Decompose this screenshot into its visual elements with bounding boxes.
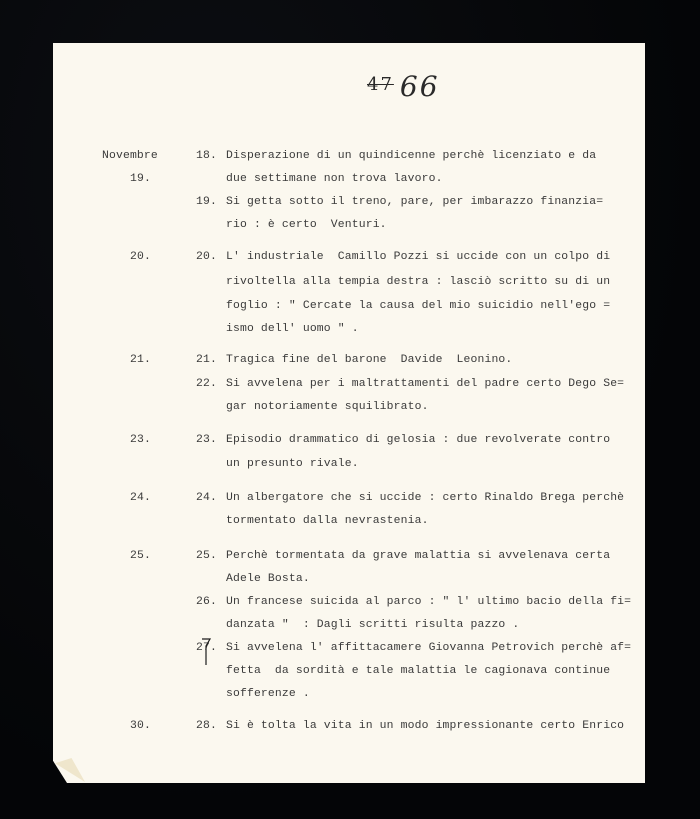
date-label: 24.	[130, 492, 151, 504]
entry-text-line: ismo dell' uomo " .	[226, 323, 359, 335]
date-label: 25.	[130, 550, 151, 562]
entry-text-line: due settimane non trova lavoro.	[226, 173, 443, 185]
entry-text-line: Si è tolta la vita in un modo impressionante certo Enrico	[226, 720, 625, 732]
date-label: 19.	[130, 173, 151, 185]
entry-text-line: Si avvelena l' affittacamere Giovanna Petrovich perchè af=	[226, 642, 632, 654]
entry-number: 28.	[196, 720, 217, 732]
entry-number: 19.	[196, 196, 217, 208]
entry-text-line: L' industriale Camillo Pozzi si uccide con un colpo di	[226, 251, 611, 263]
entry-text-line: un presunto rivale.	[226, 458, 359, 470]
entry-text-line: gar notoriamente squilibrato.	[226, 401, 429, 413]
entry-text-line: fetta da sordità e tale malattia le cagionava continue	[226, 665, 611, 677]
entry-text-line: Un francese suicida al parco : " l' ultimo bacio della fi=	[226, 596, 632, 608]
date-label: 23.	[130, 434, 151, 446]
entry-number: 22.	[196, 378, 217, 390]
date-label: 30.	[130, 720, 151, 732]
entry-text-line: rivoltella alla tempia destra : lasciò scritto su di un	[226, 276, 611, 288]
struck-page-number: 47	[367, 74, 394, 95]
entry-text-line: Episodio drammatico di gelosia : due revolverate contro	[226, 434, 611, 446]
entry-text-line: foglio : " Cercate la causa del mio suicidio nell'ego =	[226, 300, 611, 312]
entry-text-line: tormentato dalla nevrastenia.	[226, 515, 429, 527]
entry-number: 21.	[196, 354, 217, 366]
entry-number: 25.	[196, 550, 217, 562]
entry-text-line: sofferenze .	[226, 688, 310, 700]
entry-text-line: Disperazione di un quindicenne perchè licenziato e da	[226, 150, 597, 162]
entry-text-line: Adele Bosta.	[226, 573, 310, 585]
entry-number: 27.	[196, 642, 217, 654]
date-label: 21.	[130, 354, 151, 366]
entry-text-line: Un albergatore che si uccide : certo Rinaldo Brega perchè	[226, 492, 625, 504]
entry-text-line: Tragica fine del barone Davide Leonino.	[226, 354, 513, 366]
entry-text-line: Si avvelena per i maltrattamenti del padre certo Dego Se=	[226, 378, 625, 390]
handwritten-page-number	[367, 70, 440, 103]
entry-number: 26.	[196, 596, 217, 608]
entry-number: 24.	[196, 492, 217, 504]
date-label: 20.	[130, 251, 151, 263]
entry-text-line: Si getta sotto il treno, pare, per imbarazzo finanzia=	[226, 196, 604, 208]
entry-text-line: Perchè tormentata da grave malattia si avvelenava certa	[226, 550, 611, 562]
entry-number: 23.	[196, 434, 217, 446]
handwritten-correction-mark	[199, 636, 213, 666]
entry-text-line: danzata " : Dagli scritti risulta pazzo .	[226, 619, 520, 631]
entry-number: 20.	[196, 251, 217, 263]
entry-text-line: rio : è certo Venturi.	[226, 219, 387, 231]
page-number-value: 66	[399, 70, 440, 103]
entry-number: 18.	[196, 150, 217, 162]
month-label: Novembre	[102, 150, 158, 162]
